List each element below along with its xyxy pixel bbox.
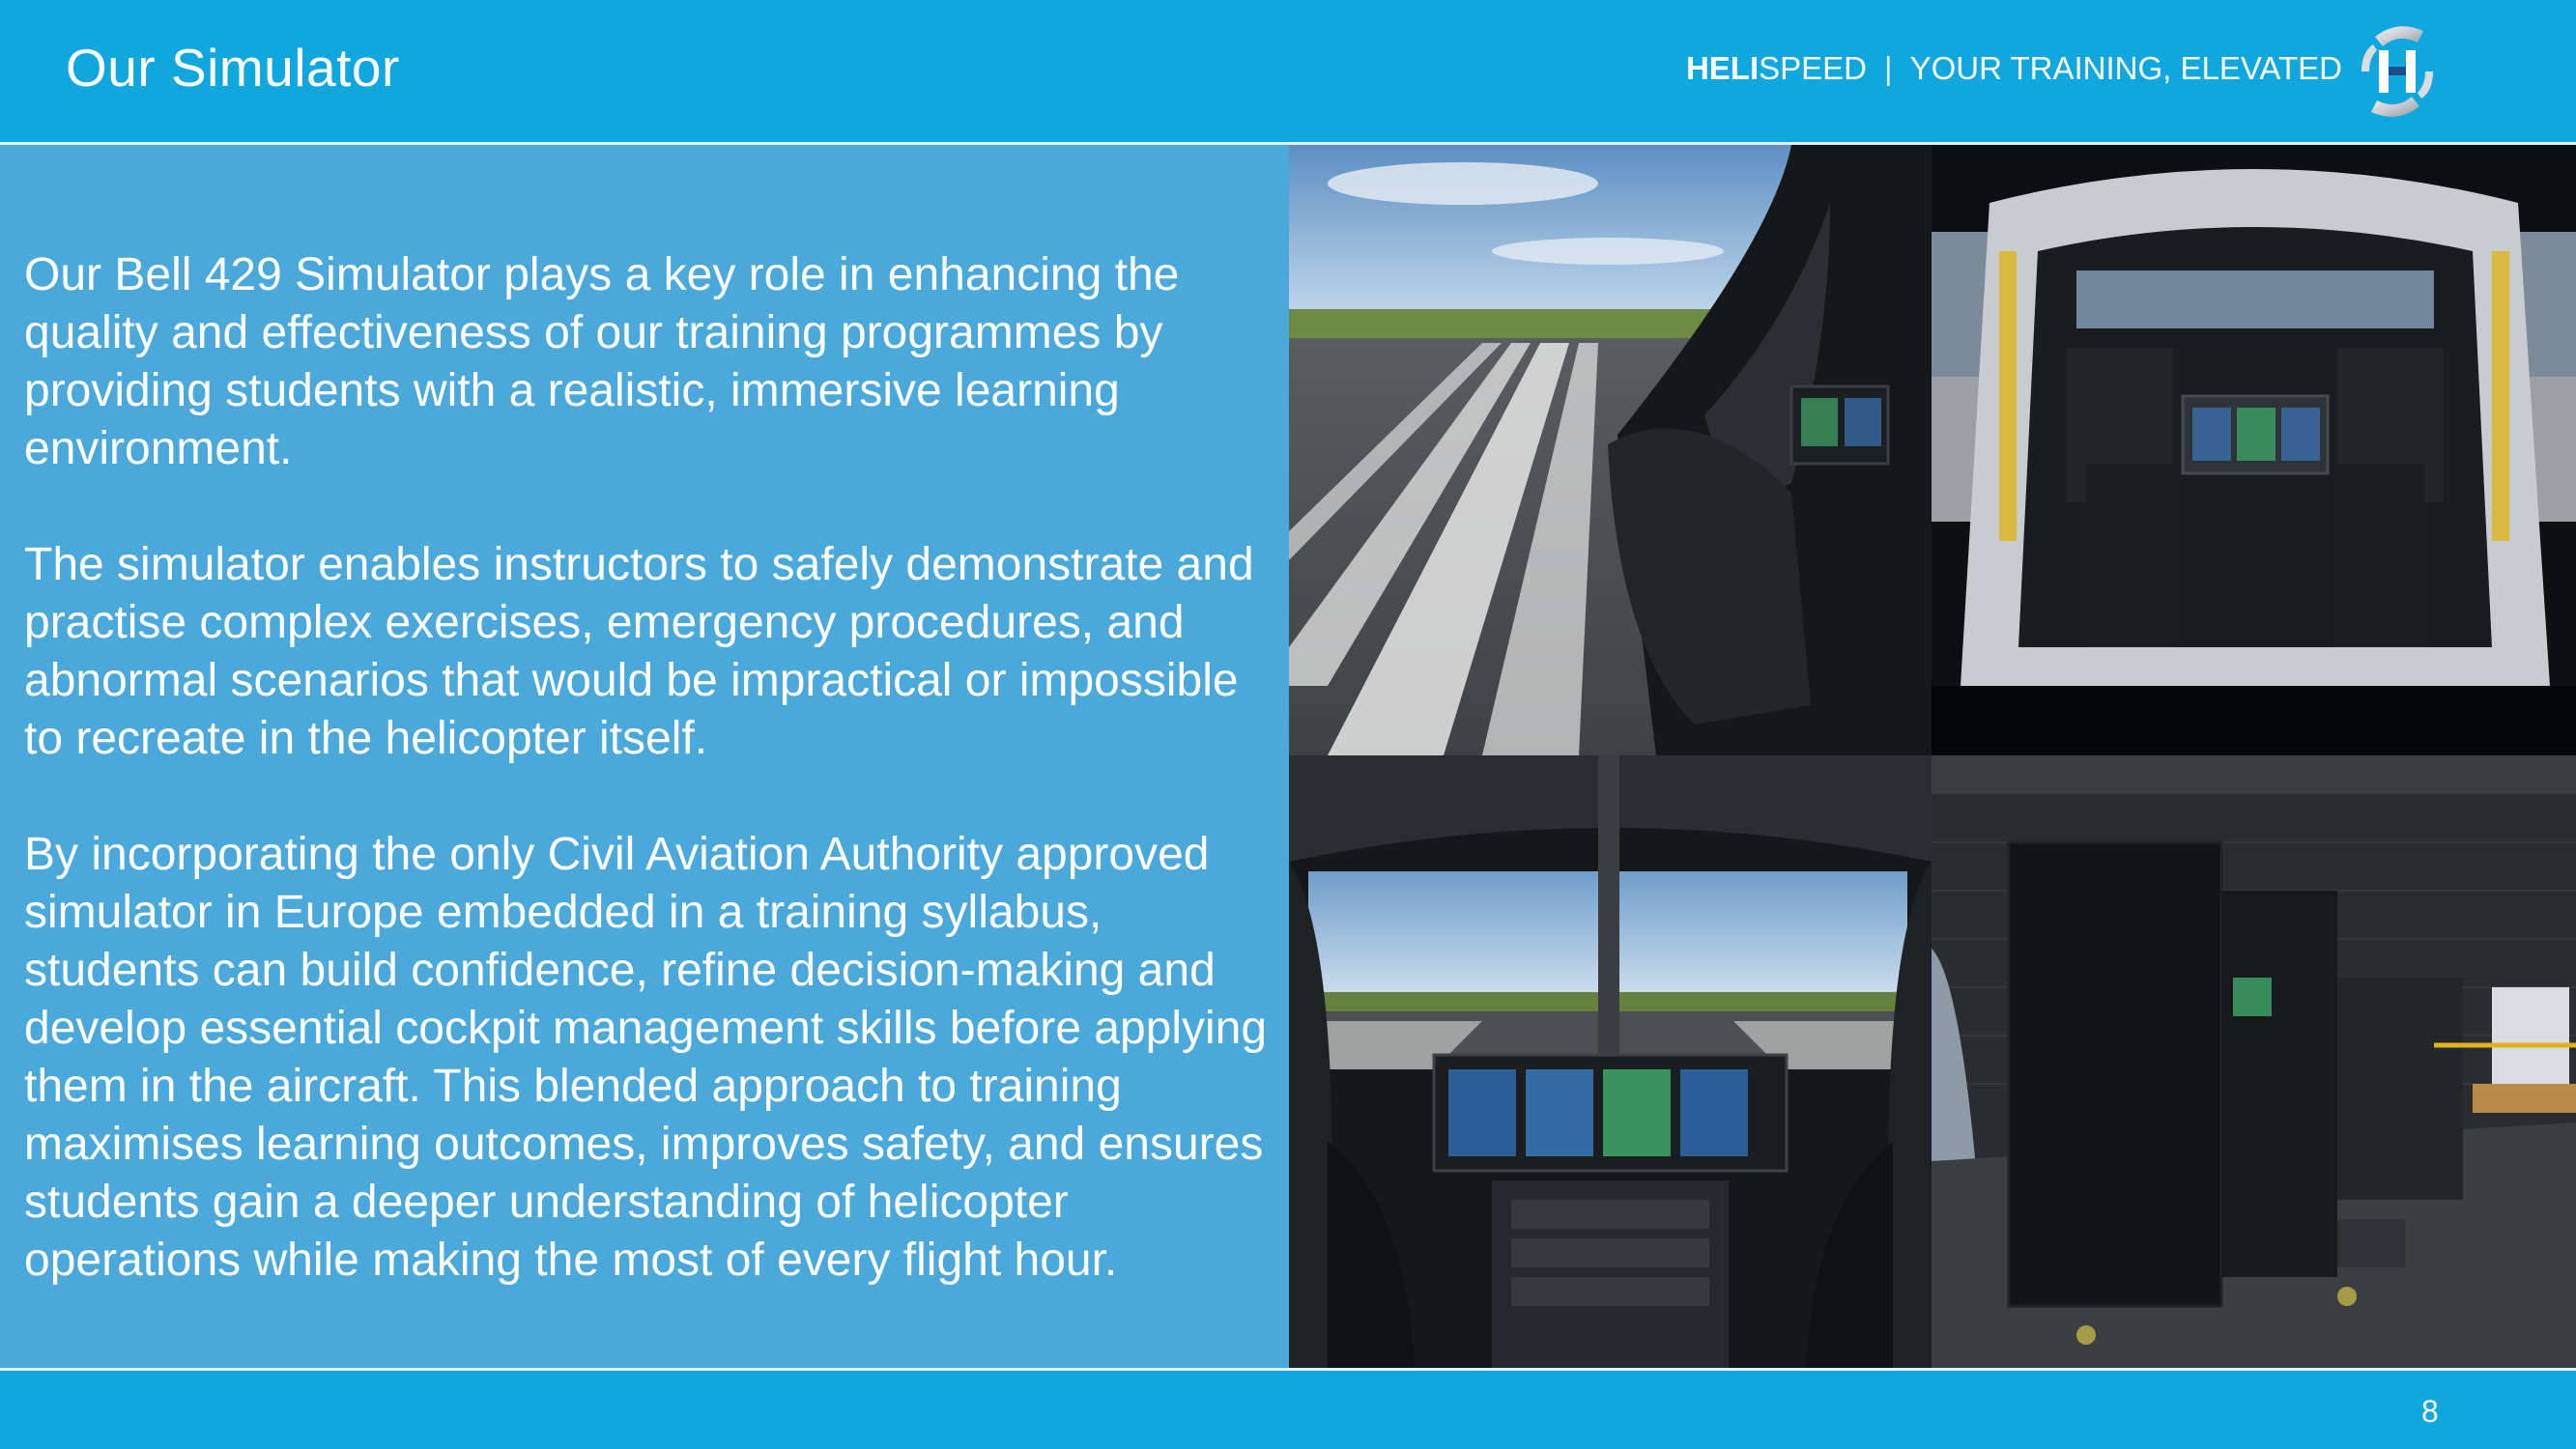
footer-bar bbox=[0, 1371, 2576, 1449]
brand-name-bold: HELI bbox=[1685, 50, 1760, 86]
body-text bbox=[24, 246, 1280, 1290]
page-number: 8 bbox=[2421, 1394, 2439, 1429]
page-title: Our Simulator bbox=[66, 38, 400, 98]
brand-name-regular: SPEED bbox=[1759, 50, 1867, 86]
simulator-instrument-panel-photo bbox=[1289, 755, 1932, 1368]
paragraph-intro: Our Bell 429 Simulator plays a key role in enhancing the quality and effectiveness of our training programmes by providing students with a realistic, immersive learning environment. bbox=[24, 249, 1180, 474]
photo-grid bbox=[1289, 145, 2576, 1368]
helispeed-logo-icon bbox=[2356, 17, 2439, 126]
paragraph-syllabus: By incorporating the only Civil Aviation Authority approved simulator in Europe embedded in a training syllabus, students can build confidence, refine decision-making and develop essential cockpit management skills before applying them in the aircraft. This blended approach to training maximises learning outcomes, improves safety, and ensures students gain a deeper understanding of helicopter operations while making the most of every flight hour. bbox=[24, 829, 1268, 1286]
tagline-text: YOUR TRAINING, ELEVATED bbox=[1909, 50, 2342, 86]
simulator-cockpit-runway-photo bbox=[1289, 145, 1932, 755]
brand-tagline bbox=[1686, 50, 2342, 87]
simulator-cabin-interior-photo bbox=[1932, 145, 2576, 755]
simulator-room-exterior-photo bbox=[1932, 755, 2576, 1368]
paragraph-instructors: The simulator enables instructors to safely demonstrate and practise complex exercises, emergency procedures, and abnormal scenarios that would be impractical or impossible to recreate in the helicopter itself. bbox=[24, 539, 1254, 764]
header-bar bbox=[0, 0, 2576, 142]
brand-separator: | bbox=[1884, 50, 1893, 86]
